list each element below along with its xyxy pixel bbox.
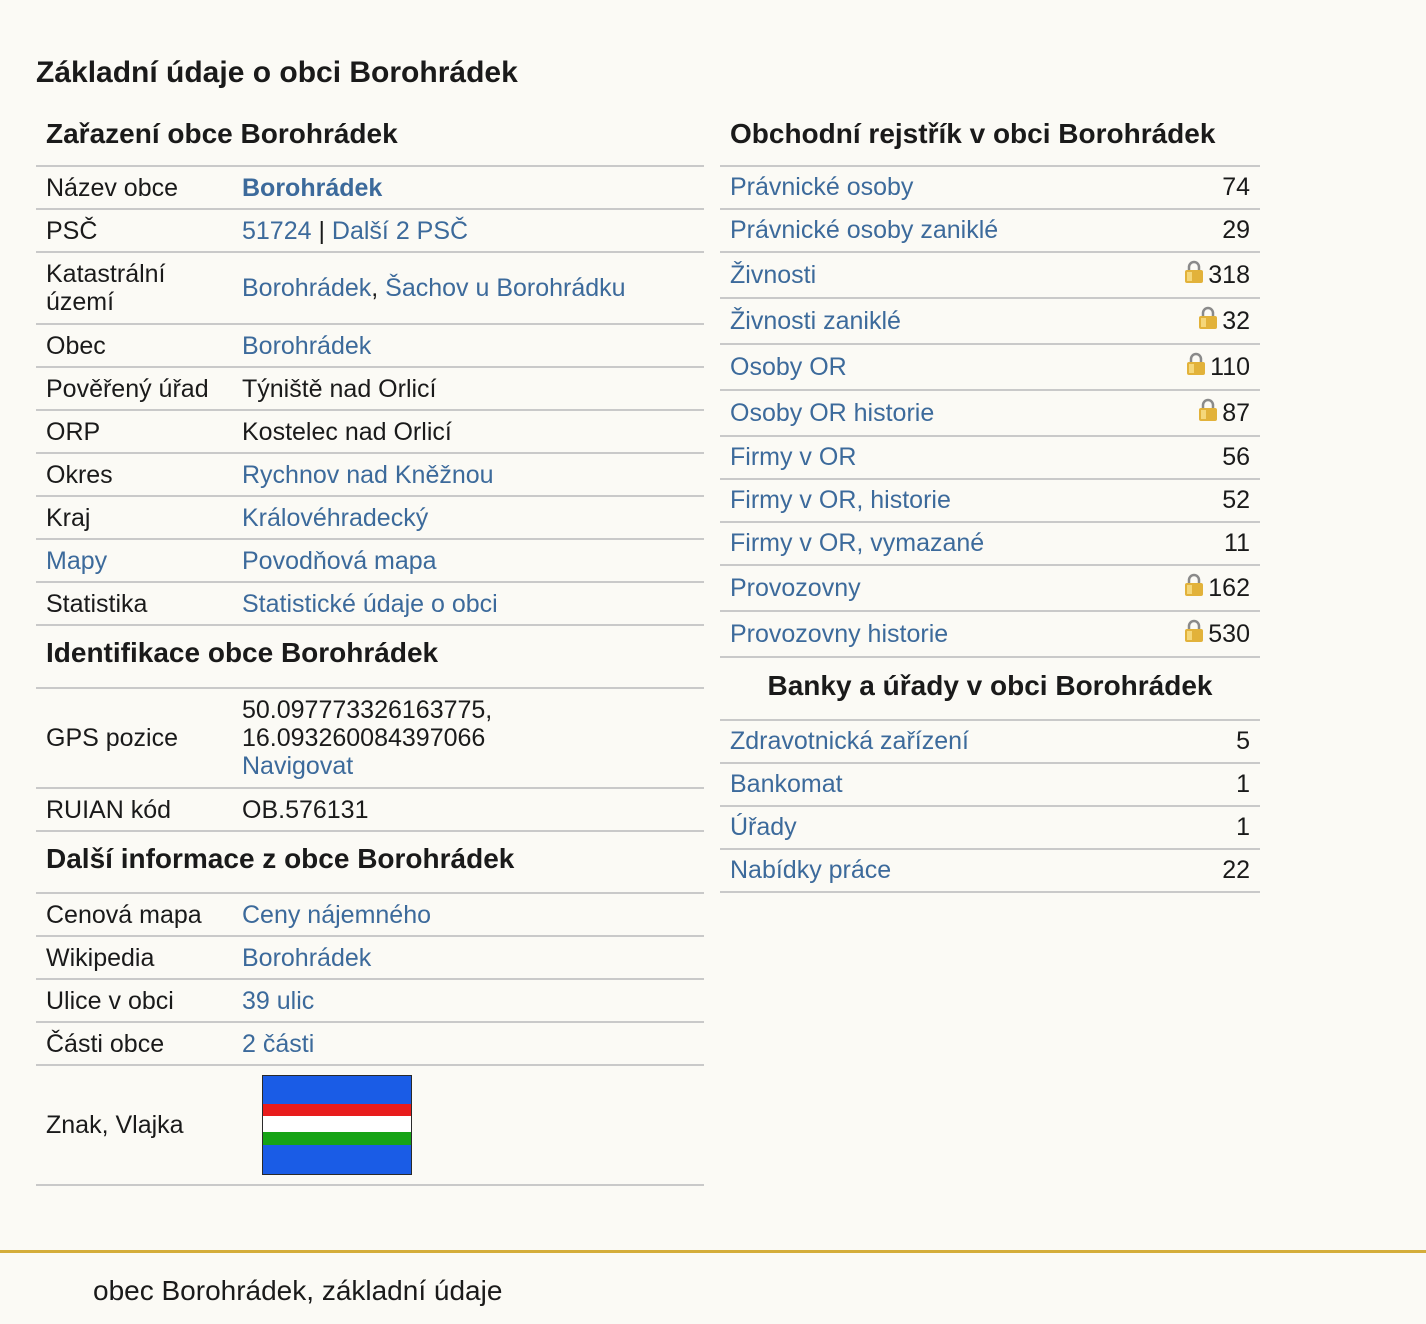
link-ceny-najemneho[interactable]: Ceny nájemného <box>242 900 432 929</box>
banky-count <box>1236 770 1250 799</box>
rejstrik-row <box>720 566 1260 612</box>
row-znak-vlajka <box>36 1066 704 1186</box>
psc-separator: | <box>311 216 332 245</box>
rejstrik-count-value: 74 <box>1222 173 1250 201</box>
rejstrik-row <box>720 167 1260 210</box>
rejstrik-row <box>720 253 1260 299</box>
rejstrik-link[interactable]: Osoby OR historie <box>730 398 935 427</box>
rejstrik-count-value: 530 <box>1208 619 1250 648</box>
footer-divider <box>0 1250 1426 1253</box>
rejstrik-count <box>1184 574 1250 603</box>
row-kraj <box>36 497 704 540</box>
lock-icon <box>1198 398 1218 422</box>
row-povereny-urad <box>36 368 704 411</box>
flag-stripe <box>263 1132 411 1145</box>
rejstrik-row <box>720 210 1260 253</box>
row-label: Znak, Vlajka <box>46 1111 184 1139</box>
rejstrik-row <box>720 612 1260 658</box>
rejstrik-count-value: 56 <box>1222 443 1250 471</box>
banky-row <box>720 807 1260 850</box>
row-label: Obec <box>46 331 106 360</box>
row-label: Ulice v obci <box>46 986 174 1015</box>
rejstrik-link[interactable]: Firmy v OR <box>730 443 857 471</box>
link-povodnova-mapa[interactable]: Povodňová mapa <box>242 546 437 575</box>
rejstrik-count <box>1198 399 1250 428</box>
rejstrik-count <box>1222 216 1250 245</box>
rejstrik-link[interactable]: Firmy v OR, historie <box>730 486 951 514</box>
rejstrik-count-value: 318 <box>1208 260 1250 289</box>
rejstrik-row <box>720 523 1260 566</box>
row-psc <box>36 210 704 253</box>
link-okres[interactable]: Rychnov nad Kněžnou <box>242 460 494 489</box>
povereny-urad-value: Týniště nad Orlicí <box>242 374 437 403</box>
right-column <box>720 110 1260 893</box>
rejstrik-count-value: 162 <box>1208 573 1250 602</box>
banky-count <box>1236 727 1250 756</box>
row-label: Wikipedia <box>46 943 155 972</box>
rejstrik-row <box>720 437 1260 480</box>
row-label: Katastrální území <box>46 260 166 316</box>
left-column <box>36 110 704 1186</box>
banky-count <box>1236 813 1250 842</box>
rejstrik-link[interactable]: Provozovny historie <box>730 619 949 648</box>
rejstrik-count <box>1184 261 1250 290</box>
row-label: Kraj <box>46 503 91 532</box>
banky-count-value: 1 <box>1236 770 1250 798</box>
banky-count-value: 22 <box>1222 856 1250 884</box>
row-label: GPS pozice <box>46 724 179 752</box>
row-label: Okres <box>46 460 113 489</box>
rejstrik-count-value: 87 <box>1222 398 1250 427</box>
rejstrik-link[interactable]: Osoby OR <box>730 352 847 381</box>
link-ulice[interactable]: 39 ulic <box>242 986 315 1015</box>
row-obec <box>36 325 704 368</box>
banky-list <box>720 721 1260 893</box>
row-label: RUIAN kód <box>46 795 172 824</box>
rejstrik-link[interactable]: Firmy v OR, vymazané <box>730 529 985 557</box>
banky-row <box>720 721 1260 764</box>
rejstrik-link[interactable]: Živnosti <box>730 260 817 289</box>
row-label: ORP <box>46 417 101 446</box>
section-title-identifikace: Identifikace obce Borohrádek <box>36 626 704 689</box>
rejstrik-count <box>1222 443 1250 472</box>
lock-icon <box>1184 573 1204 597</box>
section-title-banky: Banky a úřady v obci Borohrádek <box>720 658 1260 721</box>
lock-icon <box>1184 260 1204 284</box>
rejstrik-count <box>1222 486 1250 515</box>
row-statistika <box>36 583 704 626</box>
link-psc[interactable]: 51724 <box>242 216 312 245</box>
rejstrik-count-value: 11 <box>1224 529 1250 557</box>
banky-row <box>720 764 1260 807</box>
lock-icon <box>1186 352 1206 376</box>
rejstrik-link[interactable]: Právnické osoby <box>730 173 914 201</box>
row-ruian <box>36 789 704 832</box>
gps-latitude: 50.097773326163775, <box>242 696 493 724</box>
row-cenova-mapa <box>36 894 704 937</box>
flag-stripe <box>263 1076 411 1104</box>
ruian-value: OB.576131 <box>242 795 369 824</box>
banky-row <box>720 850 1260 893</box>
row-orp <box>36 411 704 454</box>
row-label: PSČ <box>46 216 98 245</box>
link-wikipedia[interactable]: Borohrádek <box>242 943 372 972</box>
banky-count-value: 5 <box>1236 727 1250 755</box>
rejstrik-count-value: 52 <box>1222 486 1250 514</box>
row-casti-obce <box>36 1023 704 1066</box>
link-katastr-borohradek[interactable]: Borohrádek <box>242 274 372 302</box>
rejstrik-list <box>720 167 1260 658</box>
row-okres <box>36 454 704 497</box>
lock-icon <box>1184 619 1204 643</box>
link-kraj[interactable]: Královéhradecký <box>242 503 429 532</box>
row-nazev-obce <box>36 167 704 210</box>
rejstrik-count <box>1186 353 1250 382</box>
katastr-separator: , <box>371 274 386 302</box>
rejstrik-link[interactable]: Provozovny <box>730 573 861 602</box>
section-title-dalsi: Další informace z obce Borohrádek <box>36 832 704 894</box>
page-title: Základní údaje o obci Borohrádek <box>36 56 518 89</box>
row-label: Pověřený úřad <box>46 374 209 403</box>
flag-image[interactable] <box>262 1075 412 1175</box>
row-label: Cenová mapa <box>46 900 202 929</box>
section-title-rejstrik: Obchodní rejstřík v obci Borohrádek <box>720 110 1260 167</box>
row-label: Statistika <box>46 589 148 618</box>
footer-text: obec Borohrádek, základní údaje <box>93 1275 503 1306</box>
link-obec[interactable]: Borohrádek <box>242 331 372 360</box>
link-katastr-sachov[interactable]: Šachov u Borohrádku <box>385 274 626 302</box>
link-navigovat[interactable]: Navigovat <box>242 752 354 780</box>
banky-count-value: 1 <box>1236 813 1250 841</box>
rejstrik-count <box>1222 173 1250 202</box>
rejstrik-count <box>1224 529 1250 558</box>
banky-link[interactable]: Bankomat <box>730 770 843 798</box>
link-nazev-obce[interactable]: Borohrádek <box>242 173 383 202</box>
rejstrik-count-value: 32 <box>1222 306 1250 335</box>
rejstrik-row <box>720 480 1260 523</box>
lock-icon <box>1198 306 1218 330</box>
flag-stripe <box>263 1116 411 1132</box>
banky-link[interactable]: Úřady <box>730 813 797 841</box>
row-ulice <box>36 980 704 1023</box>
rejstrik-link[interactable]: Právnické osoby zaniklé <box>730 216 999 244</box>
rejstrik-link[interactable]: Živnosti zaniklé <box>730 306 901 335</box>
banky-count <box>1222 856 1250 885</box>
gps-longitude: 16.093260084397066 <box>242 724 486 752</box>
section-title-zarazeni: Zařazení obce Borohrádek <box>36 110 704 167</box>
rejstrik-count <box>1198 307 1250 336</box>
row-wikipedia <box>36 937 704 980</box>
row-katastralni-uzemi <box>36 253 704 325</box>
rejstrik-row <box>720 391 1260 437</box>
banky-link[interactable]: Zdravotnická zařízení <box>730 727 969 755</box>
row-gps <box>36 689 704 789</box>
link-mapy[interactable]: Mapy <box>46 546 108 575</box>
link-statisticke-udaje[interactable]: Statistické údaje o obci <box>242 589 498 618</box>
rejstrik-count-value: 29 <box>1222 216 1250 244</box>
rejstrik-row <box>720 345 1260 391</box>
link-casti-obce[interactable]: 2 části <box>242 1029 315 1058</box>
rejstrik-count <box>1184 620 1250 649</box>
row-label: Části obce <box>46 1029 165 1058</box>
banky-link[interactable]: Nabídky práce <box>730 856 892 884</box>
link-dalsi-psc[interactable]: Další 2 PSČ <box>331 216 469 245</box>
orp-value: Kostelec nad Orlicí <box>242 417 452 446</box>
flag-stripe <box>263 1104 411 1116</box>
rejstrik-count-value: 110 <box>1210 352 1250 381</box>
row-mapy <box>36 540 704 583</box>
flag-stripe <box>263 1145 411 1174</box>
row-label: Název obce <box>46 173 179 202</box>
rejstrik-row <box>720 299 1260 345</box>
